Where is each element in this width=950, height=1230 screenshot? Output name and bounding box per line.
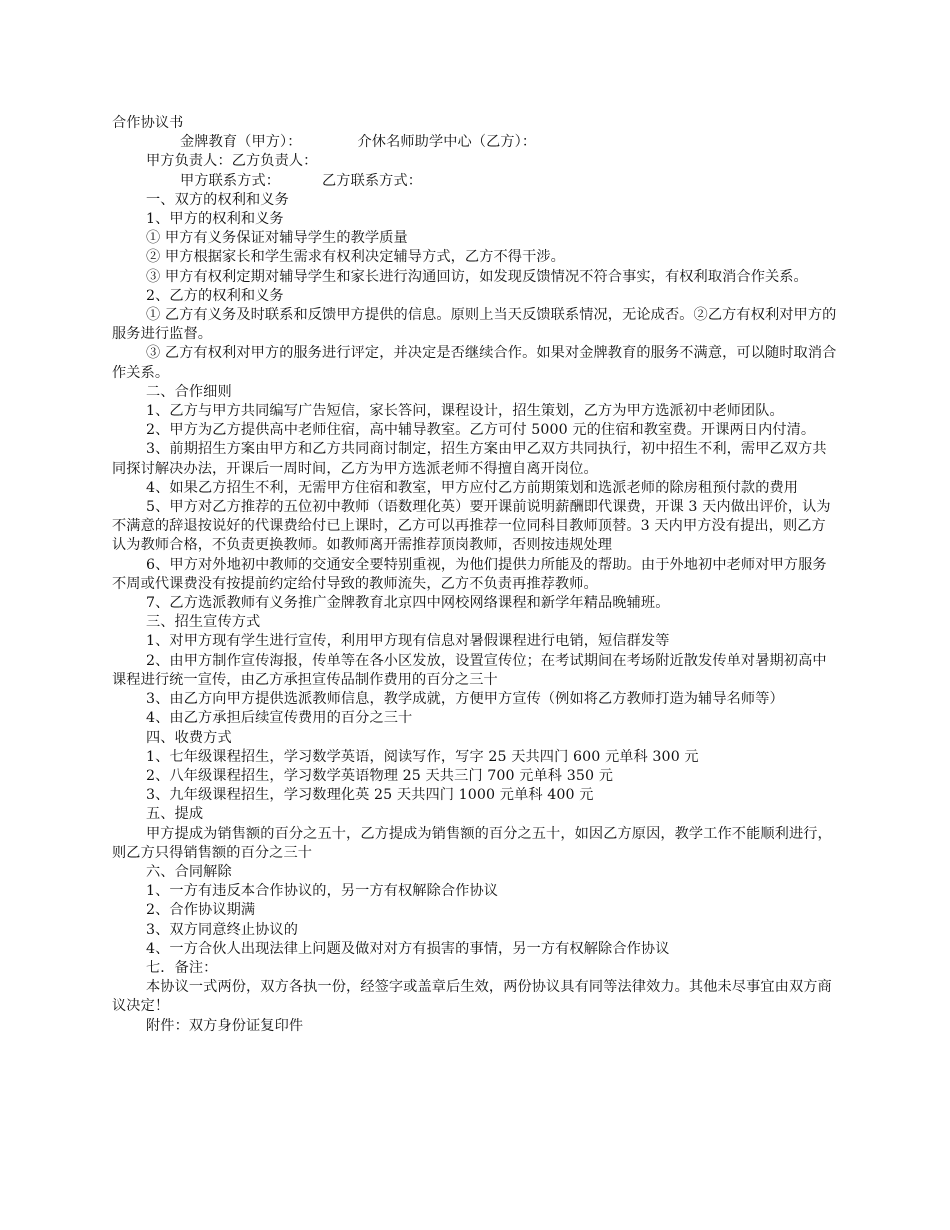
section-heading: 七．备注： <box>146 959 218 976</box>
clause-paragraph: 甲方提成为销售额的百分之五十，乙方提成为销售额的百分之五十，如因乙方原因，教学工作不能顺利进行，则乙方只得销售额的百分之三十 <box>112 825 832 861</box>
party-a-label: 金牌教育（甲方）： <box>180 134 302 151</box>
clause-paragraph: 3、由乙方向甲方提供选派教师信息，教学成就，方便甲方宣传（例如将乙方教师打造为辅导名师等） <box>146 691 784 708</box>
clause-paragraph: 1、一方有违反本合作协议的，另一方有权解除合作协议 <box>146 883 499 900</box>
clause-paragraph: 2、由甲方制作宣传海报，传单等在各小区发放，设置宣传位；在考试期间在考场附近散发传单对暑期初高中课程进行统一宣传，由乙方承担宣传品制作费用的百分之三十 <box>112 652 827 688</box>
clause-paragraph: 3、前期招生方案由甲方和乙方共同商讨制定，招生方案由甲乙双方共同执行，初中招生不利，需甲乙双方共同探讨解决办法，开课后一周时间，乙方为甲方选派老师不得擅自离开岗位。 <box>112 441 827 477</box>
clause-paragraph: 4、一方合伙人出现法律上问题及做对对方有损害的事情，另一方有权解除合作协议 <box>146 940 670 957</box>
clause-paragraph: 2、八年级课程招生，学习数学英语物理 25 天共三门 700 元单科 350 元 <box>146 767 613 784</box>
section-heading: 六、合同解除 <box>146 863 232 880</box>
party-b-label: 介休名师助学中心（乙方）： <box>357 134 537 151</box>
attachment-note: 附件：双方身份证复印件 <box>146 1017 304 1034</box>
clause-paragraph: 3、九年级课程招生，学习数理化英 25 天共四门 1000 元单科 400 元 <box>146 787 594 804</box>
section-heading: 三、招生宣传方式 <box>146 614 261 631</box>
document-title: 合作协议书 <box>112 115 184 131</box>
clause-paragraph: 6、甲方对外地初中教师的交通安全要特别重视，为他们提供力所能及的帮助。由于外地初中老师对甲方服务不周或代课费没有按提前约定给付导致的教师流失，乙方不负责再推荐教师。 <box>112 556 827 592</box>
clause-paragraph: 7、乙方选派教师有义务推广金牌教育北京四中网校网络课程和新学年精品晚辅班。 <box>146 595 670 612</box>
section-heading: 一、双方的权利和义务 <box>146 191 289 208</box>
clause-paragraph: 1、七年级课程招生，学习数学英语，阅读写作，写字 25 天共四门 600 元单科 300 元 <box>146 748 699 765</box>
contact-line <box>112 172 838 191</box>
clause-paragraph: ② 甲方根据家长和学生需求有权利决定辅导方式，乙方不得干涉。 <box>146 249 565 266</box>
clause-paragraph: ③ 甲方有权利定期对辅导学生和家长进行沟通回访，如发现反馈情况不符合事实，有权利取消合作关系。 <box>146 268 808 285</box>
clause-paragraph: 1、对甲方现有学生进行宣传，利用甲方现有信息对暑假课程进行电销，短信群发等 <box>146 633 670 650</box>
agreement-document <box>112 114 838 1036</box>
clause-paragraph: ③ 乙方有权利对甲方的服务进行评定，并决定是否继续合作。如果对金牌教育的服务不满意，可以随时取消合作关系。 <box>112 345 837 381</box>
clause-paragraph: 1、乙方与甲方共同编写广告短信，家长答问，课程设计，招生策划，乙方为甲方选派初中老师团队。 <box>146 403 784 420</box>
responsible-persons-line: 甲方负责人：乙方负责人： <box>146 153 318 170</box>
section-heading: 五、提成 <box>146 806 204 823</box>
party-names-line <box>112 133 838 152</box>
subsection-heading: 2、乙方的权利和义务 <box>146 287 284 304</box>
section-heading: 四、收费方式 <box>146 729 232 746</box>
contact-a-label: 甲方联系方式： <box>180 172 281 189</box>
clause-paragraph: 2、合作协议期满 <box>146 902 256 919</box>
contact-b-label: 乙方联系方式： <box>322 172 423 189</box>
clause-paragraph: 4、如果乙方招生不利，无需甲方住宿和教室，甲方应付乙方前期策划和选派老师的除房租预付款的费用 <box>146 479 799 496</box>
section-heading: 二、合作细则 <box>146 383 232 400</box>
clause-paragraph: ① 乙方有义务及时联系和反馈甲方提供的信息。原则上当天反馈联系情况，无论成否。②乙方有权利对甲方的服务进行监督。 <box>112 307 837 343</box>
clause-paragraph: 5、甲方对乙方推荐的五位初中教师（语数理化英）要开课前说明薪酬即代课费，开课 3 天内做出评价，认为不满意的辞退按说好的代课费给付已上课时，乙方可以再推荐一位同科目教师顶替。3 天内甲方没有提出，则乙方认为教师合格，不负责更换教师。如教师离开需推荐顶岗教师，否则按违规处理 <box>112 499 831 554</box>
clause-paragraph: 本协议一式两份，双方各执一份，经签字或盖章后生效，两份协议具有同等法律效力。其他未尽事宜由双方商议决定！ <box>112 979 832 1015</box>
subsection-heading: 1、甲方的权利和义务 <box>146 211 284 228</box>
clause-paragraph: ① 甲方有义务保证对辅导学生的教学质量 <box>146 230 408 247</box>
clause-paragraph: 3、双方同意终止协议的 <box>146 921 299 938</box>
clause-paragraph: 2、甲方为乙方提供高中老师住宿，高中辅导教室。乙方可付 5000 元的住宿和教室费。开课两日内付清。 <box>146 422 816 439</box>
clause-paragraph: 4、由乙方承担后续宣传费用的百分之三十 <box>146 710 413 727</box>
